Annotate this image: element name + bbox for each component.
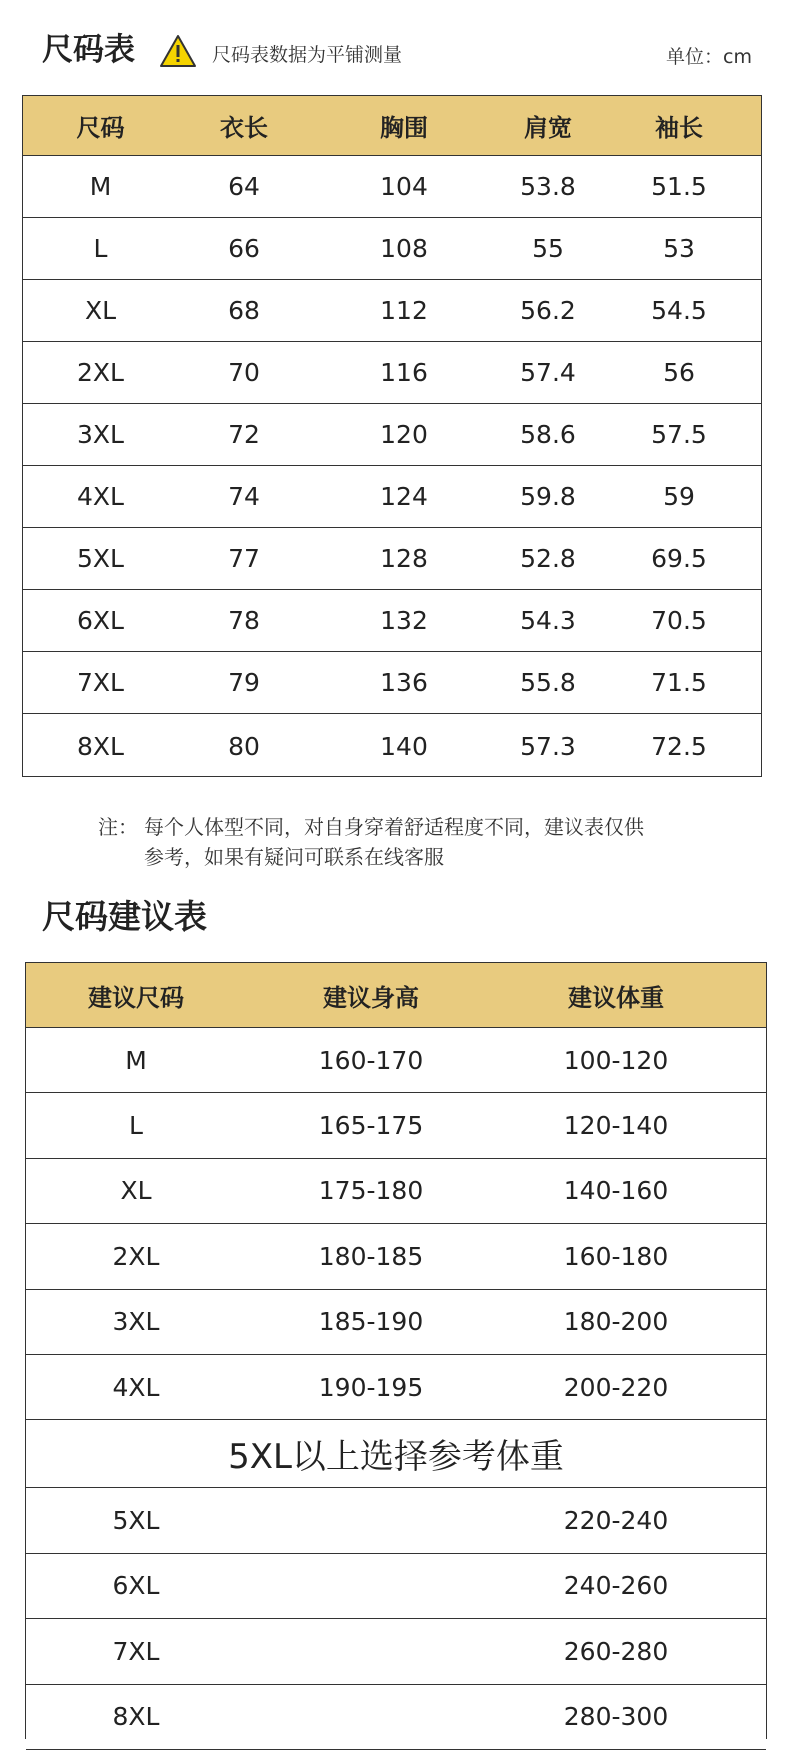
recommend-row (26, 1093, 766, 1158)
table-cell: 160-170 (318, 1045, 424, 1075)
table-cell: 190-195 (318, 1372, 424, 1402)
table-cell: 79 (228, 668, 260, 697)
table-cell: M (125, 1045, 147, 1075)
footnote-line-2: 参考，如果有疑问可联系在线客服 (144, 845, 444, 869)
table-cell: XL (120, 1176, 152, 1206)
merged-note-text: 5XL以上选择参考体重 (228, 1437, 564, 1478)
table-cell: 180-185 (318, 1241, 424, 1271)
footnote-line-1: 每个人体型不同，对自身穿着舒适程度不同，建议表仅供 (144, 815, 644, 839)
table-cell: 70.5 (651, 606, 707, 635)
recommend-row (26, 1159, 766, 1224)
table-cell: 57.3 (520, 731, 576, 761)
table-cell: 59.8 (520, 482, 576, 511)
table-cell: 200-220 (563, 1372, 669, 1402)
table-cell: 220-240 (563, 1506, 669, 1536)
recommend-row (26, 1290, 766, 1355)
table-cell: XL (84, 296, 117, 325)
table-cell: 53.8 (520, 172, 576, 201)
table-cell: 185-190 (318, 1307, 424, 1337)
table-cell: 8XL (77, 731, 124, 761)
table-cell: 2XL (112, 1241, 160, 1271)
recommend-chart-title: 尺码建议表 (42, 897, 207, 936)
recommend-row (26, 1224, 766, 1289)
table-cell: 100-120 (563, 1045, 669, 1075)
table-cell: 56 (663, 358, 695, 387)
size-chart-row (23, 218, 761, 280)
table-cell: 175-180 (318, 1176, 424, 1206)
header-recommended-size: 建议尺码 (88, 983, 184, 1012)
table-cell: 280-300 (563, 1702, 669, 1732)
table-cell: 140-160 (563, 1176, 669, 1206)
table-cell: 64 (228, 172, 260, 201)
recommend-row (26, 1028, 766, 1093)
size-chart-header-row (23, 96, 761, 156)
size-chart-row (23, 590, 761, 652)
footnote (98, 812, 644, 872)
measurement-note: 尺码表数据为平铺测量 (212, 44, 403, 66)
table-cell: 54.3 (520, 606, 576, 635)
size-chart-row (23, 466, 761, 528)
table-cell: 120-140 (563, 1111, 669, 1141)
size-chart-table (22, 95, 762, 777)
table-cell: 7XL (112, 1636, 160, 1666)
table-cell: 180-200 (563, 1307, 669, 1337)
unit-label: 单位：cm (666, 46, 752, 68)
size-chart-row (23, 714, 761, 778)
table-cell: 57.4 (520, 358, 576, 387)
header-size: 尺码 (76, 114, 125, 142)
table-cell: 5XL (77, 544, 124, 573)
size-chart-row (23, 280, 761, 342)
size-chart-row (23, 156, 761, 218)
table-cell: 3XL (112, 1307, 160, 1337)
size-chart-row (23, 652, 761, 714)
table-cell: 74 (228, 482, 260, 511)
table-cell: 160-180 (563, 1241, 669, 1271)
size-chart-row (23, 404, 761, 466)
header-length: 衣长 (220, 114, 268, 142)
table-cell: 6XL (112, 1571, 160, 1601)
table-cell: 6XL (77, 606, 124, 635)
table-cell: 72 (228, 420, 260, 449)
recommend-chart-table (25, 962, 767, 1739)
table-cell: 4XL (77, 482, 124, 511)
recommend-row (26, 1554, 766, 1619)
recommend-row (26, 1619, 766, 1684)
table-cell: 51.5 (651, 172, 707, 201)
table-cell: 70 (228, 358, 260, 387)
table-cell: L (129, 1111, 143, 1141)
table-cell: M (89, 172, 112, 201)
recommend-row (26, 1355, 766, 1420)
recommend-row (26, 1488, 766, 1553)
table-cell: 78 (228, 606, 260, 635)
table-cell: 7XL (77, 668, 124, 697)
table-cell: 66 (228, 234, 260, 263)
table-cell: 77 (228, 544, 260, 573)
table-cell: 260-280 (563, 1636, 669, 1666)
table-cell: 54.5 (651, 296, 707, 325)
table-cell: 56.2 (520, 296, 576, 325)
table-cell: 2XL (77, 358, 124, 387)
table-cell: 124 (380, 482, 428, 511)
table-cell: 80 (228, 731, 260, 761)
merged-note-row (26, 1420, 766, 1488)
table-cell: 68 (228, 296, 260, 325)
size-chart-row (23, 342, 761, 404)
table-cell: 240-260 (563, 1571, 669, 1601)
table-cell: 165-175 (318, 1111, 424, 1141)
table-cell: 4XL (112, 1372, 160, 1402)
table-cell: 58.6 (520, 420, 576, 449)
header-sleeve: 袖长 (655, 114, 703, 142)
table-cell: 132 (380, 606, 428, 635)
table-cell: L (93, 234, 108, 263)
table-cell: 52.8 (520, 544, 576, 573)
table-cell: 108 (380, 234, 428, 263)
table-cell: 104 (380, 172, 428, 201)
warning-icon (159, 34, 197, 68)
table-cell: 53 (663, 234, 695, 263)
table-cell: 116 (380, 358, 428, 387)
table-cell: 69.5 (651, 544, 707, 573)
size-chart-title: 尺码表 (42, 32, 135, 68)
table-cell: 136 (380, 668, 428, 697)
header-recommended-height: 建议身高 (323, 983, 419, 1012)
table-cell: 120 (380, 420, 428, 449)
table-cell: 8XL (112, 1702, 160, 1732)
footnote-lead: 注： (98, 815, 138, 839)
recommend-header-row (26, 963, 766, 1028)
table-cell: 128 (380, 544, 428, 573)
table-cell: 55.8 (520, 668, 576, 697)
table-cell: 3XL (77, 420, 124, 449)
table-cell: 140 (380, 731, 428, 761)
recommend-row (26, 1685, 766, 1750)
header-recommended-weight: 建议体重 (568, 983, 664, 1012)
table-cell: 55 (532, 234, 564, 263)
header-shoulder: 肩宽 (524, 114, 572, 142)
size-chart-row (23, 528, 761, 590)
table-cell: 5XL (112, 1506, 160, 1536)
table-cell: 71.5 (651, 668, 707, 697)
table-cell: 112 (380, 296, 428, 325)
table-cell: 72.5 (651, 731, 707, 761)
table-cell: 57.5 (651, 420, 707, 449)
table-cell: 59 (663, 482, 695, 511)
header-chest: 胸围 (380, 114, 428, 142)
